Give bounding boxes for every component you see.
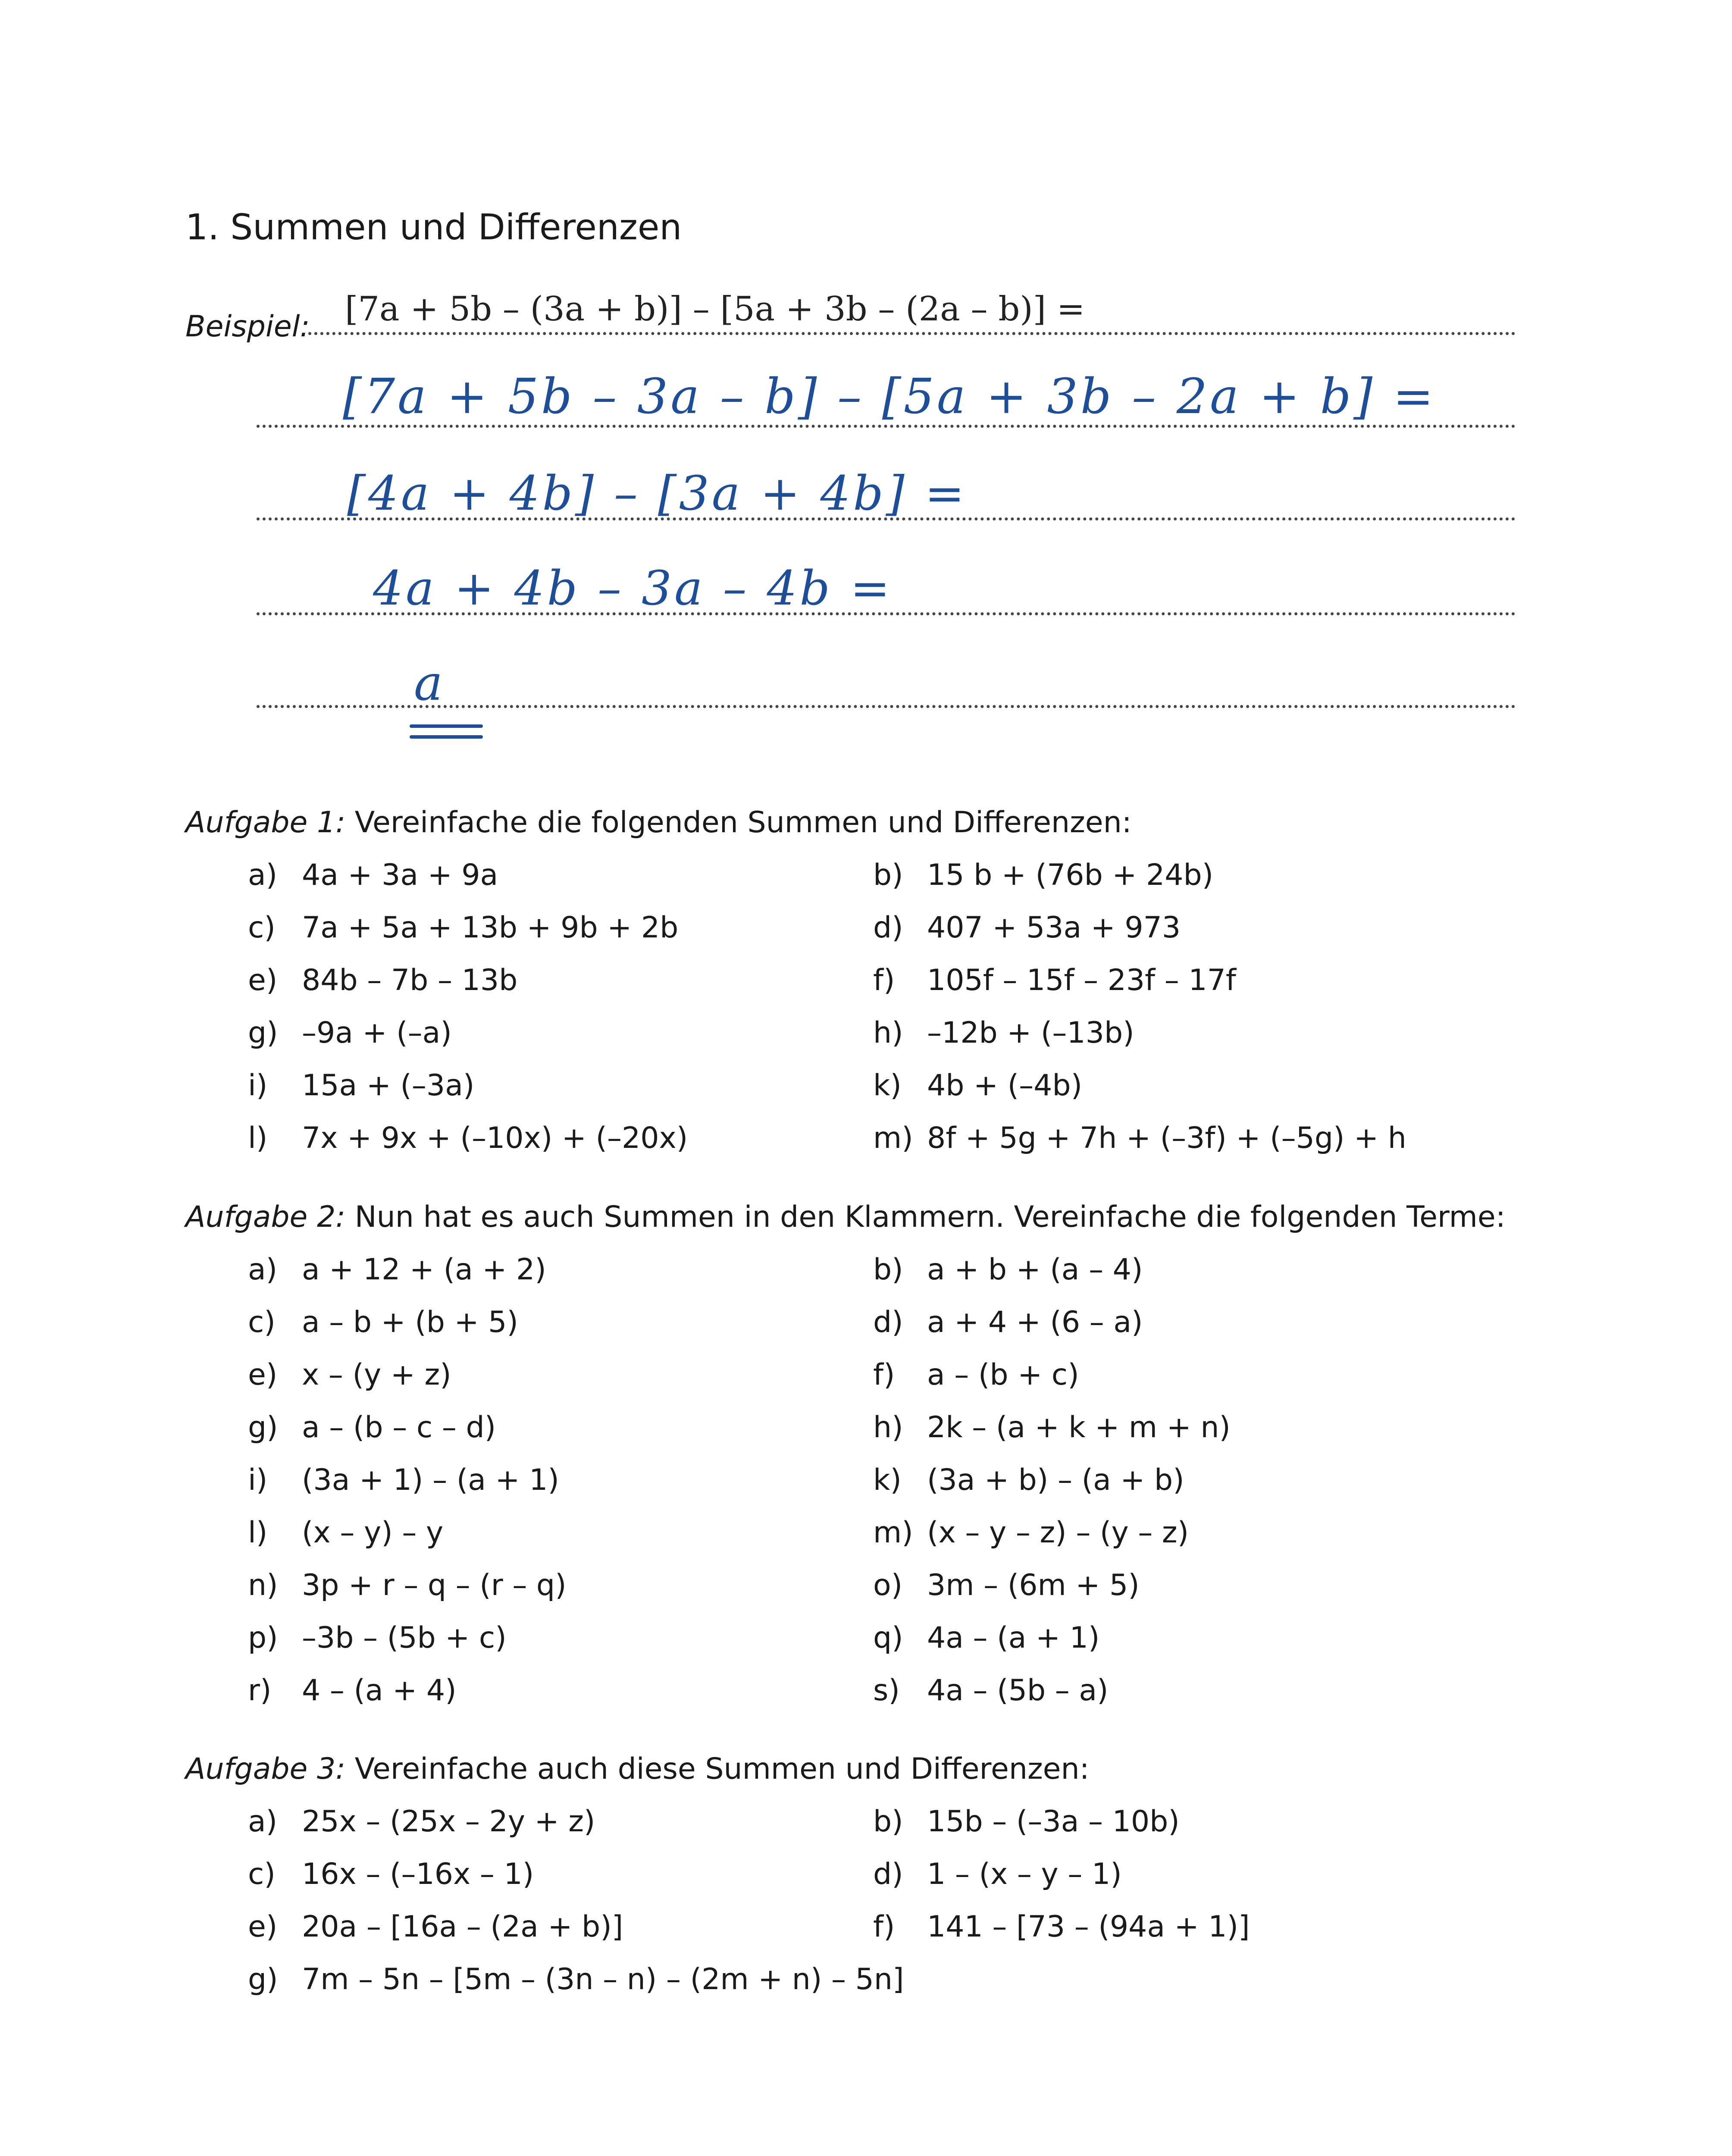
- exercise-label: d): [873, 1305, 903, 1339]
- handwritten-step-2: [4a + 4b] – [3a + 4b] =: [347, 466, 967, 521]
- exercise-term: a – (b – c – d): [302, 1410, 496, 1445]
- dotted-line-1: [308, 332, 1516, 335]
- exercise-term: a – b + (b + 5): [302, 1305, 518, 1339]
- exercise-item: [873, 1805, 1180, 1839]
- exercise-item: [873, 911, 1181, 945]
- exercise-item: [248, 1358, 451, 1392]
- handwritten-step-3: 4a + 4b – 3a – 4b =: [373, 561, 893, 616]
- exercise-item: [248, 1016, 452, 1050]
- exercise-label: o): [873, 1568, 903, 1602]
- exercise-term: 16x – (–16x – 1): [302, 1857, 534, 1891]
- example-expression: [7a + 5b – (3a + b)] – [5a + 3b – (2a – b)] =: [345, 290, 1085, 329]
- exercise-item: [248, 911, 678, 945]
- exercise-term: 15 b + (76b + 24b): [927, 858, 1214, 892]
- exercise-item: [248, 1568, 567, 1602]
- exercise-term: 7m – 5n – [5m – (3n – n) – (2m + n) – 5n]: [302, 1962, 904, 1996]
- exercise-item: [873, 1410, 1231, 1445]
- exercise-label: b): [873, 858, 903, 892]
- exercise-term: 4a – (a + 1): [927, 1621, 1100, 1655]
- exercise-item: [873, 1857, 1122, 1891]
- exercise-label: a): [248, 858, 278, 892]
- exercise-label: b): [873, 1805, 903, 1839]
- exercise-item: [873, 963, 1236, 997]
- exercise-item: [248, 963, 517, 997]
- exercise-label: h): [873, 1410, 903, 1445]
- exercise-label: c): [248, 911, 276, 945]
- exercise-item: [248, 1410, 496, 1445]
- exercise-label: s): [873, 1673, 900, 1708]
- task-1-label: Aufgabe 1:: [185, 805, 346, 840]
- exercise-term: 407 + 53a + 973: [927, 911, 1181, 945]
- exercise-item: [873, 1121, 1406, 1155]
- exercise-term: (x – y – z) – (y – z): [927, 1516, 1189, 1550]
- exercise-item: [873, 1910, 1250, 1944]
- exercise-item: [248, 1673, 457, 1708]
- exercise-item: [873, 858, 1213, 892]
- handwritten-step-1: [7a + 5b – 3a – b] – [5a + 3b – 2a + b] =: [343, 369, 1436, 425]
- exercise-label: i): [248, 1463, 268, 1497]
- exercise-item: [873, 1463, 1184, 1497]
- exercise-item: [873, 1358, 1079, 1392]
- exercise-item: [873, 1516, 1189, 1550]
- exercise-term: 2k – (a + k + m + n): [927, 1410, 1231, 1445]
- exercise-term: (x – y) – y: [302, 1516, 444, 1550]
- exercise-item: [248, 1516, 443, 1550]
- exercise-term: 8f + 5g + 7h + (–3f) + (–5g) + h: [927, 1121, 1406, 1155]
- example-label: Beispiel:: [185, 310, 310, 344]
- exercise-term: x – (y + z): [302, 1358, 451, 1392]
- exercise-label: l): [248, 1516, 268, 1550]
- exercise-term: 25x – (25x – 2y + z): [302, 1805, 595, 1839]
- exercise-item: [248, 1069, 474, 1103]
- exercise-label: e): [248, 963, 278, 997]
- exercise-label: e): [248, 1358, 278, 1392]
- task-2-instruction: Nun hat es auch Summen in den Klammern. Vereinfache die folgenden Terme:: [345, 1200, 1506, 1234]
- exercise-item: [248, 1962, 904, 1996]
- exercise-item: [248, 1463, 559, 1497]
- exercise-term: a + 4 + (6 – a): [927, 1305, 1143, 1339]
- exercise-term: 3m – (6m + 5): [927, 1568, 1140, 1602]
- exercise-label: b): [873, 1253, 903, 1287]
- task-2-label: Aufgabe 2:: [185, 1200, 346, 1234]
- exercise-label: f): [873, 963, 895, 997]
- exercise-term: 3p + r – q – (r – q): [302, 1568, 567, 1602]
- result-double-underline-bottom: [410, 735, 483, 739]
- exercise-label: n): [248, 1568, 278, 1602]
- exercise-term: a + b + (a – 4): [927, 1253, 1143, 1287]
- exercise-label: l): [248, 1121, 268, 1155]
- exercise-term: 4b + (–4b): [927, 1069, 1083, 1103]
- exercise-term: 7a + 5a + 13b + 9b + 2b: [302, 911, 679, 945]
- exercise-label: c): [248, 1305, 276, 1339]
- exercise-label: i): [248, 1069, 268, 1103]
- exercise-term: –9a + (–a): [302, 1016, 452, 1050]
- exercise-term: –12b + (–13b): [927, 1016, 1134, 1050]
- exercise-term: –3b – (5b + c): [302, 1621, 507, 1655]
- exercise-label: d): [873, 1857, 903, 1891]
- exercise-label: d): [873, 911, 903, 945]
- exercise-label: k): [873, 1463, 902, 1497]
- exercise-term: 141 – [73 – (94a + 1)]: [927, 1910, 1250, 1944]
- exercise-item: [873, 1305, 1143, 1339]
- exercise-label: a): [248, 1253, 278, 1287]
- exercise-item: [873, 1568, 1140, 1602]
- exercise-label: m): [873, 1516, 913, 1550]
- exercise-label: p): [248, 1621, 278, 1655]
- exercise-item: [873, 1673, 1109, 1708]
- exercise-term: 15b – (–3a – 10b): [927, 1805, 1180, 1839]
- exercise-term: 4 – (a + 4): [302, 1673, 457, 1708]
- exercise-term: (3a + b) – (a + b): [927, 1463, 1184, 1497]
- exercise-item: [248, 1910, 623, 1944]
- exercise-item: [873, 1016, 1134, 1050]
- section-title: 1. Summen und Differenzen: [185, 207, 682, 248]
- exercise-term: a – (b + c): [927, 1358, 1079, 1392]
- task-2-title: [185, 1200, 1506, 1234]
- exercise-label: f): [873, 1910, 895, 1944]
- exercise-item: [248, 858, 498, 892]
- exercise-item: [873, 1621, 1099, 1655]
- exercise-label: m): [873, 1121, 913, 1155]
- exercise-label: f): [873, 1358, 895, 1392]
- exercise-item: [248, 1305, 518, 1339]
- task-1-title: [185, 805, 1132, 840]
- exercise-item: [248, 1857, 534, 1891]
- exercise-label: h): [873, 1016, 903, 1050]
- exercise-term: 1 – (x – y – 1): [927, 1857, 1122, 1891]
- dotted-line-2: [257, 425, 1516, 428]
- exercise-label: e): [248, 1910, 278, 1944]
- result-double-underline-top: [410, 724, 483, 728]
- exercise-item: [873, 1069, 1082, 1103]
- exercise-label: g): [248, 1016, 278, 1050]
- task-3-title: [185, 1752, 1090, 1786]
- exercise-label: k): [873, 1069, 902, 1103]
- exercise-item: [248, 1805, 595, 1839]
- exercise-label: q): [873, 1621, 903, 1655]
- task-3-instruction: Vereinfache auch diese Summen und Differenzen:: [345, 1752, 1090, 1786]
- exercise-term: 84b – 7b – 13b: [302, 963, 518, 997]
- exercise-item: [873, 1253, 1143, 1287]
- handwritten-result: a: [414, 655, 445, 711]
- exercise-item: [248, 1253, 546, 1287]
- exercise-term: 20a – [16a – (2a + b)]: [302, 1910, 623, 1944]
- exercise-label: g): [248, 1410, 278, 1445]
- dotted-line-5: [257, 705, 1516, 708]
- task-1-instruction: Vereinfache die folgenden Summen und Differenzen:: [345, 805, 1132, 840]
- exercise-term: 15a + (–3a): [302, 1069, 475, 1103]
- task-3-label: Aufgabe 3:: [185, 1752, 346, 1786]
- exercise-label: a): [248, 1805, 278, 1839]
- exercise-term: a + 12 + (a + 2): [302, 1253, 546, 1287]
- exercise-label: c): [248, 1857, 276, 1891]
- exercise-term: 4a – (5b – a): [927, 1673, 1109, 1708]
- exercise-term: 105f – 15f – 23f – 17f: [927, 963, 1236, 997]
- exercise-item: [248, 1121, 688, 1155]
- exercise-item: [248, 1621, 507, 1655]
- exercise-label: g): [248, 1962, 278, 1996]
- exercise-term: (3a + 1) – (a + 1): [302, 1463, 559, 1497]
- exercise-term: 4a + 3a + 9a: [302, 858, 498, 892]
- exercise-label: r): [248, 1673, 272, 1708]
- exercise-term: 7x + 9x + (–10x) + (–20x): [302, 1121, 688, 1155]
